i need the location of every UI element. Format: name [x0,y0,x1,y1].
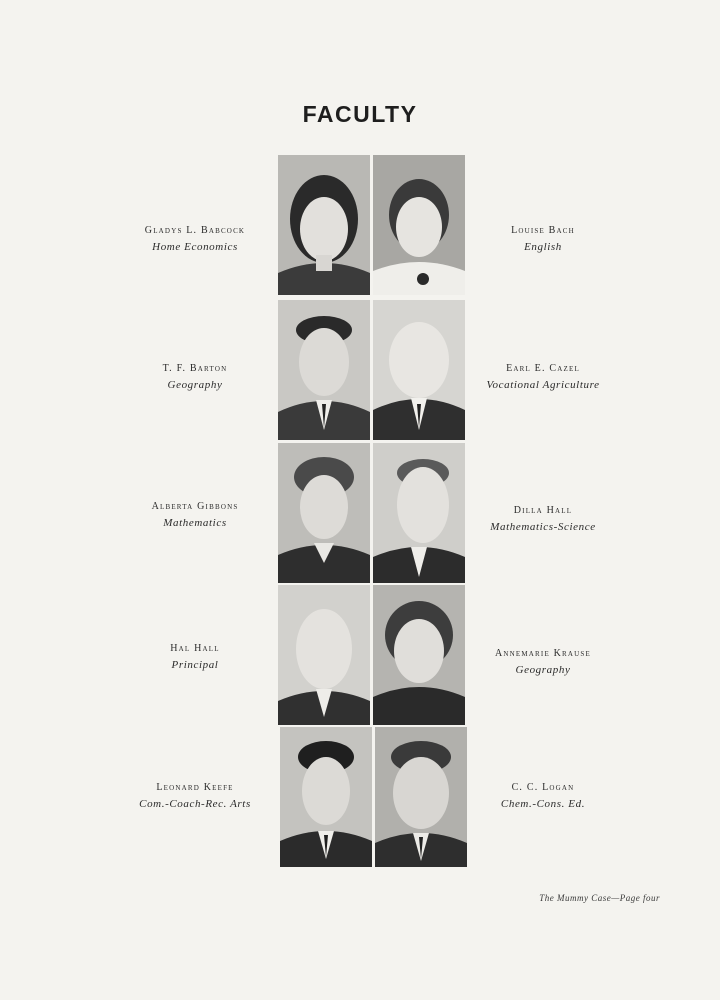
faculty-name: Earl E. Cazel [506,363,580,374]
faculty-caption-keefe [105,779,285,813]
faculty-caption-krause [453,645,633,679]
faculty-photo-hal-hall [278,585,370,725]
faculty-photo-barton [278,300,370,440]
faculty-name: T. F. Barton [162,363,228,374]
faculty-subject: Principal [171,659,219,671]
faculty-caption-babcock [105,222,285,256]
faculty-name: Alberta Gibbons [151,501,239,512]
faculty-name: Leonard Keefe [156,782,234,793]
faculty-caption-dilla-hall [453,502,633,536]
faculty-caption-logan [453,779,633,813]
faculty-subject: English [524,241,562,253]
faculty-subject: Geography [167,379,223,391]
faculty-subject: Geography [515,664,571,676]
faculty-name: C. C. Logan [511,782,575,793]
faculty-name: Hal Hall [170,643,220,654]
faculty-name: Gladys L. Babcock [144,225,246,236]
faculty-subject: Vocational Agriculture [486,379,600,391]
faculty-subject: Chem.-Cons. Ed. [500,798,586,810]
faculty-name: Dilla Hall [513,505,573,516]
faculty-photo-dilla-hall [373,443,465,583]
faculty-photo-cazel [373,300,465,440]
faculty-caption-bach [453,222,633,256]
faculty-name: Louise Bach [511,225,575,236]
faculty-subject: Home Economics [152,241,238,253]
faculty-name: Annemarie Krause [494,648,592,659]
faculty-photo-babcock [278,155,370,295]
faculty-subject: Mathematics [163,517,227,529]
faculty-subject: Mathematics-Science [490,521,596,533]
faculty-caption-gibbons [105,498,285,532]
faculty-caption-cazel [453,360,633,394]
faculty-photo-bach [373,155,465,295]
faculty-photo-gibbons [278,443,370,583]
faculty-subject: Com.-Coach-Rec. Arts [139,798,251,810]
faculty-caption-hal-hall [105,640,285,674]
faculty-photo-keefe [280,727,372,867]
page-title: FACULTY [302,101,418,127]
faculty-photo-krause [373,585,465,725]
page-footer: The Mummy Case—Page four [539,893,660,903]
faculty-caption-barton [105,360,285,394]
